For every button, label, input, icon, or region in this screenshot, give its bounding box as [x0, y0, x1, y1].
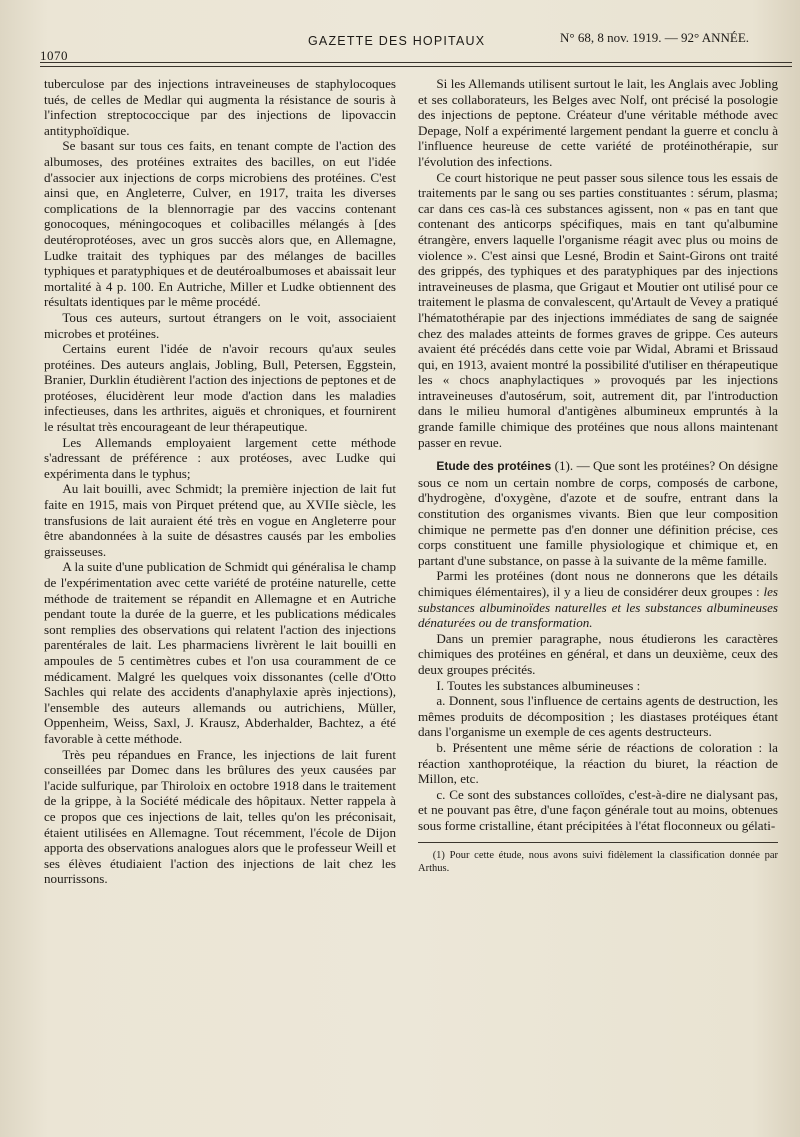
left-column: [44, 76, 396, 887]
paragraph: Certains eurent l'idée de n'avoir recours qu'aux seules protéines. Des auteurs anglais, Jobling, Bull, Petersen, Eggstein, Branier, Durklin étudièrent l'action des injections de peptones et de protéoses, élucidèrent leur mode d'action dans les maladies infectieuses, dans les arthrites, aiguës et chroniques, et fournirent le résultat très encourageant de leur thérapeutique.: [44, 341, 396, 435]
header-rule-thin: [40, 66, 792, 67]
section-intro-paragraph: [418, 458, 778, 568]
list-item: I. Toutes les substances albumineuses :: [436, 677, 641, 693]
right-column: [418, 76, 778, 875]
list-item: c. Ce sont des substances colloïdes, c'est-à-dire ne dialysant pas, et ne pouvant pas être, d'une façon générale tout au moins, obtenues sous forme cristalline, étant précipitées à l'état floconneux ou gélati-: [418, 786, 778, 833]
journal-title: GAZETTE DES HOPITAUX: [308, 34, 486, 48]
footnote: (1) Pour cette étude, nous avons suivi fidèlement la classification donnée par Arthus.: [418, 849, 778, 874]
paragraph: tuberculose par des injections intraveineuses de staphylocoques tués, de celles de Medlar qui augmenta la résistance de souris à l'infection streptococcique par des injections de lipovaccin antityphoïdique.: [44, 76, 396, 138]
issue-info: N° 68, 8 nov. 1919. — 92° ANNÉE.: [560, 30, 750, 45]
paragraph: A la suite d'une publication de Schmidt qui généralisa le champ de l'expérimentation avec cette variété de protéine naturelle, cette méthode de traitement se répandit en Allemagne et en Autriche pendant toute la durée de la guerre, et les publications médicales sont remplies des observations qui relatent l'action des injections parentérales de lait. Les pharmaciens livrèrent le lait bouilli en ampoules de 5 centimètres cubes et l'on usa couramment de ce médicament. Malgré les quelques voix dissonantes (celle d'Otto Sachles qui relate des accidents d'anaphylaxie après injections), l'ensemble des auteurs allemands ou autrichiens, Müller, Oppenheim, Weiss, Saxl, J. Krausz, Abderhalder, Bachtez, a été favorable à cette méthode.: [44, 559, 396, 746]
list-item: b. Présentent une même série de réactions de coloration : la réaction xanthoprotéique, la réaction du biuret, la réaction de Millon, etc.: [418, 739, 778, 787]
page-header: [40, 26, 792, 63]
paragraph: Très peu répandues en France, les injections de lait furent conseillées par Domec dans les brûlures des yeux causées par l'acide sulfurique, par Thiroloix en octobre 1918 dans le traitement de la grippe, à la Société médicale des hôpitaux. Netter rappela à ce propos que ces injections de lait, telles qu'on les préconisait, étaient utilisées en Allemagne. Tout récemment, l'école de Dijon apporta des observations analogues alors que le professeur Weill et ses élèves étudiaient l'action des injections de lait chez les nourrissons.: [44, 746, 396, 887]
footnote-marker: (1).: [554, 458, 574, 474]
paragraph: [418, 568, 778, 630]
paragraph: Au lait bouilli, avec Schmidt; la première injection de lait fut faite en 1915, mais von Pirquet prétend que, au XVIIe siècle, les transfusions de lait auraient été très en vogue en Angleterre pour être abandonnées à la suite de désastres causés par les embolies graisseuses.: [44, 481, 396, 559]
paragraph: Se basant sur tous ces faits, en tenant compte de l'action des albumoses, des protéines extraites des bacilles, on eut l'idée d'associer aux injections de corps microbiens des protéines. C'est ainsi que, en Angleterre, Culver, en 1917, traita les diverses complications de la blennorragie par des vaccins contenant gonocoques, méningocoques et colibacilles mélangés à [des deutéroprotéoses, avec un gros succès alors que, en Allemagne, Ludke traitait des typhiques par des mélanges de bacilles typhiques et paratyphiques et de deutéroalbumoses et abaissait leur mortalité à 4 p. 100. En Autriche, Miller et Ludke obtiennent des résultats identiques par le même procédé.: [44, 138, 396, 310]
paragraph: Dans un premier paragraphe, nous étudierons les caractères chimiques des protéines en général, et dans un deuxième, ceux des deux groupes précités.: [418, 630, 778, 677]
paragraph: Tous ces auteurs, surtout étrangers on le voit, associaient microbes et protéines.: [44, 309, 396, 341]
paragraph: Si les Allemands utilisent surtout le lait, les Anglais avec Jobling et ses collaborateurs, les Belges avec Nolf, ont précisé la posologie des injections de peptone. Créateur d'une véritable méthode avec Depage, Nolf a expérimenté largement pendant la guerre et conclu à l'influence heureuse de cette variété de protéinothérapie, sur l'évolution des infections.: [418, 76, 778, 169]
section-title: Etude des protéines: [436, 459, 552, 474]
footnote-rule: [418, 842, 778, 843]
page-number: 1070: [40, 48, 68, 63]
section-intro: — Que sont les protéines? On désigne sous ce nom un certain nombre de corps, composés de carbone, d'hydrogène, d'oxygène, d'azote et de soufre, entrant dans la constitution des organismes vivants. Bien que leur composition chimique ne permette pas d'en donner une définition précise, ces corps constituent une famille physiologique et chimique et, en partant d'une substance, on passe à la suivante de la même famille.: [418, 458, 778, 568]
groups-lead: Parmi les protéines (dont nous ne donnerons que les détails chimiques élémentaires), il y a lieu de considérer deux groupes :: [418, 568, 778, 599]
header-rule: [40, 62, 792, 63]
paragraph: Ce court historique ne peut passer sous silence tous les essais de traitements par le sang ou ses parties constituantes : sérum, plasma; car dans ces cas-là ces substances agissent, non « pas en tant que contenant des anticorps spécifiques, mais en tant qu'albumine étrangère, envers laquelle l'organisme réagit avec plus ou moins de violence ». C'est ainsi que Lesné, Brodin et Saint-Girons ont traité des grippés, des typhiques et des paratyphiques par des injections intraveineuses de plasma, que Grigaut et Moutier ont utilisé pour ce traitement le plasma de convalescent, qu'Artault de Vevey a pratiqué l'hématothérapie par des injections immédiates de sang de saignée chez des malades atteints de formes graves de grippe. Ces auteurs avaient été précédés dans cette voie par Widal, Abrami et Brissaud qui, en 1913, avaient montré la possibilité d'utiliser en thérapeutique les « chocs anaphylactiques » provoqués par les injections intraveineuses d'autosérum, soit, autrement dit, par l'introduction dans le milieu humoral d'antigènes albumineux empruntés à la grande famille chimique des protéines que nous allons maintenant passer en revue.: [418, 169, 778, 450]
list-item: a. Donnent, sous l'influence de certains agents de destruction, les mêmes produits de décomposition ; les diastases protéiques étant dans l'organisme un exemple de ces agents destructeurs.: [418, 693, 778, 740]
section-spacer: [418, 450, 778, 458]
paragraph: Les Allemands employaient largement cette méthode s'adressant de préférence : aux protéoses, avec Ludke qui expérimenta dans le typhus;: [44, 434, 396, 481]
groups-italic: les substances albuminoïdes naturelles et les substances albumineuses dénaturées ou de transformation.: [418, 584, 778, 631]
